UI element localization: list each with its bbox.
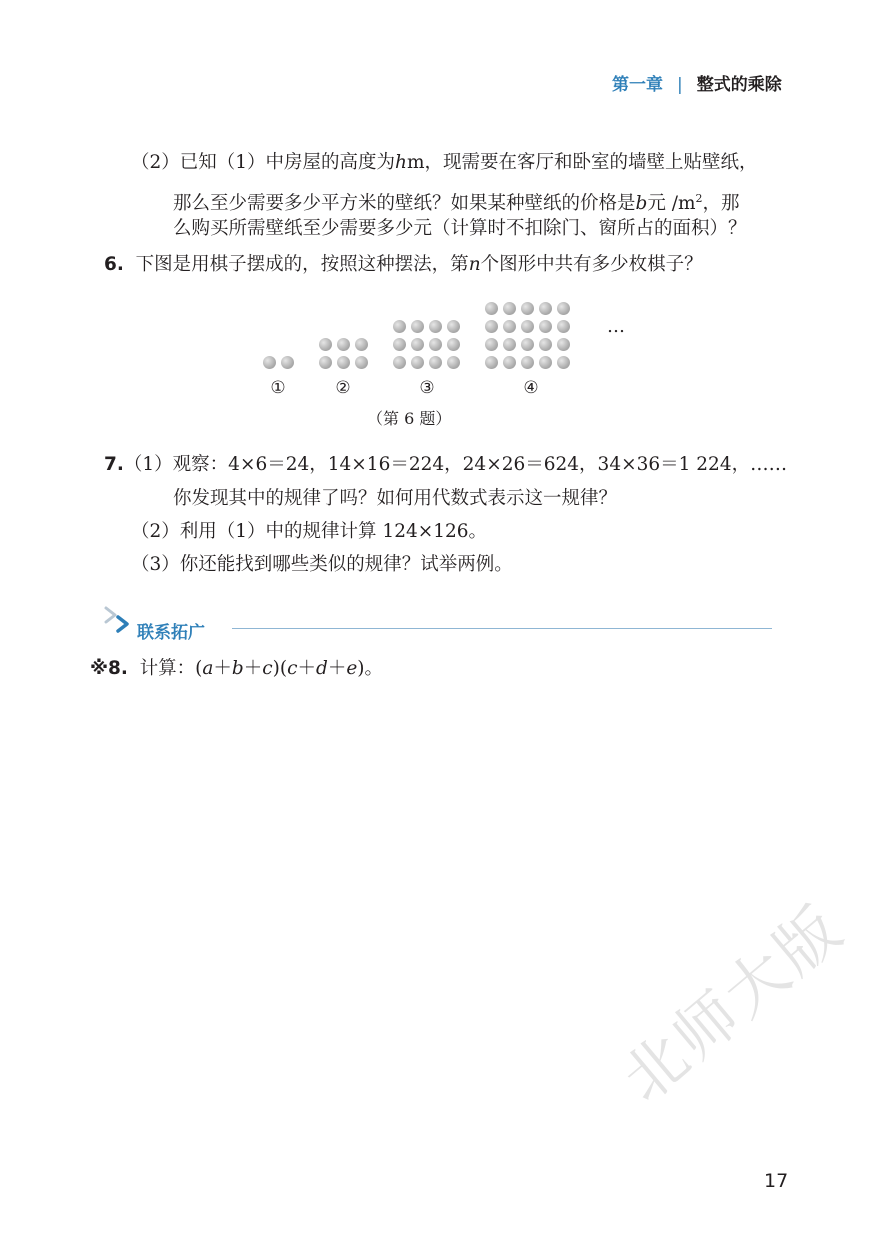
chess-piece <box>337 356 350 369</box>
problem5-2-line1 <box>131 150 758 176</box>
chess-piece <box>485 356 498 369</box>
variable-c: c <box>287 658 298 679</box>
chevron-right-icon <box>103 604 133 634</box>
problem6-text <box>104 252 703 278</box>
problem7-line3: （2）利用（1）中的规律计算 124×126。 <box>131 521 488 542</box>
text-segment: )( <box>272 658 288 679</box>
variable-h: h <box>395 152 407 173</box>
operator: ＋ <box>213 658 232 679</box>
text-segment: 计算：( <box>139 658 203 679</box>
variable-b: b <box>635 193 648 215</box>
variable-d: d <box>315 658 328 679</box>
page-number: 17 <box>764 1170 789 1192</box>
superscript: 2 <box>695 192 703 205</box>
chapter-label: 第一章 <box>612 75 663 95</box>
chess-piece <box>539 320 552 333</box>
text-segment: 下图是用棋子摆成的，按照这种摆法，第 <box>135 254 469 275</box>
text-segment: （2）已知（1）中房屋的高度为 <box>131 152 396 173</box>
chess-piece <box>557 302 570 315</box>
text-segment: 元 /m <box>647 193 696 215</box>
chess-piece <box>539 338 552 351</box>
variable-b: b <box>231 658 244 679</box>
chess-piece <box>557 320 570 333</box>
chess-piece <box>503 302 516 315</box>
chess-piece <box>429 356 442 369</box>
header-separator: | <box>677 75 683 95</box>
problem7-line4: （3）你还能找到哪些类似的规律？试举两例。 <box>131 554 513 575</box>
chess-piece <box>485 320 498 333</box>
problem-number: 7. <box>104 454 124 475</box>
text-segment: ，那 <box>702 193 740 215</box>
chess-piece <box>503 320 516 333</box>
chess-piece <box>411 356 424 369</box>
text-segment: )。 <box>357 658 384 679</box>
chess-piece <box>503 356 516 369</box>
chess-piece <box>429 320 442 333</box>
chess-piece <box>557 338 570 351</box>
problem5-2-line2 <box>173 186 740 217</box>
figure-label-4: ④ <box>523 378 539 398</box>
text-segment: （1）观察：4×6＝24，14×16＝224，24×26＝624，34×36＝1 224，…… <box>123 454 788 475</box>
chess-piece <box>521 320 534 333</box>
chess-piece <box>521 356 534 369</box>
chess-piece <box>503 338 516 351</box>
chess-piece-figure <box>255 298 625 428</box>
chess-piece <box>539 302 552 315</box>
problem5-2-line3: 么购买所需壁纸至少需要多少元（计算时不扣除门、窗所占的面积）？ <box>173 218 747 239</box>
operator: ＋ <box>327 658 347 679</box>
chess-piece <box>393 338 406 351</box>
chess-piece <box>521 302 534 315</box>
section-title: 联系拓广 <box>137 623 205 643</box>
variable-n: n <box>468 254 481 275</box>
chapter-title: 整式的乘除 <box>696 75 782 95</box>
text-segment: 那么至少需要多少平方米的壁纸？如果某种壁纸的价格是 <box>173 193 636 215</box>
operator: ＋ <box>243 658 263 679</box>
figure-caption: （第 6 题） <box>367 409 452 428</box>
chess-piece <box>337 338 350 351</box>
chess-piece <box>485 338 498 351</box>
operator: ＋ <box>297 658 316 679</box>
chess-piece <box>411 338 424 351</box>
chess-piece <box>393 356 406 369</box>
chess-piece <box>429 338 442 351</box>
section-divider <box>232 628 772 629</box>
chess-piece <box>319 356 332 369</box>
ellipsis: … <box>607 316 625 337</box>
chess-piece <box>485 302 498 315</box>
publisher-watermark: 北师大版 <box>608 890 858 1116</box>
problem-number: 6. <box>104 254 124 275</box>
problem8-text <box>90 656 383 682</box>
chess-piece <box>355 356 368 369</box>
text-segment: m，现需要在客厅和卧室的墙壁上贴壁纸， <box>406 152 758 173</box>
chess-piece <box>557 356 570 369</box>
figure-label-1: ① <box>270 378 286 398</box>
variable-c: c <box>262 658 273 679</box>
figure-label-3: ③ <box>419 378 435 398</box>
running-header <box>612 70 782 95</box>
chess-piece <box>411 320 424 333</box>
chess-piece <box>447 338 460 351</box>
chess-piece <box>447 356 460 369</box>
chess-piece <box>393 320 406 333</box>
variable-a: a <box>202 658 214 679</box>
variable-e: e <box>346 658 358 679</box>
chess-piece <box>355 338 368 351</box>
chess-piece <box>281 356 294 369</box>
problem7-line1 <box>104 452 787 478</box>
problem7-line2: 你发现其中的规律了吗？如何用代数式表示这一规律？ <box>173 488 618 509</box>
problem-number: ※8. <box>90 658 128 679</box>
chess-piece <box>539 356 552 369</box>
chess-piece <box>263 356 276 369</box>
chess-piece <box>447 320 460 333</box>
text-segment: 个图形中共有多少枚棋子？ <box>480 254 703 275</box>
chess-piece <box>521 338 534 351</box>
chess-piece <box>319 338 332 351</box>
figure-label-2: ② <box>335 378 351 398</box>
